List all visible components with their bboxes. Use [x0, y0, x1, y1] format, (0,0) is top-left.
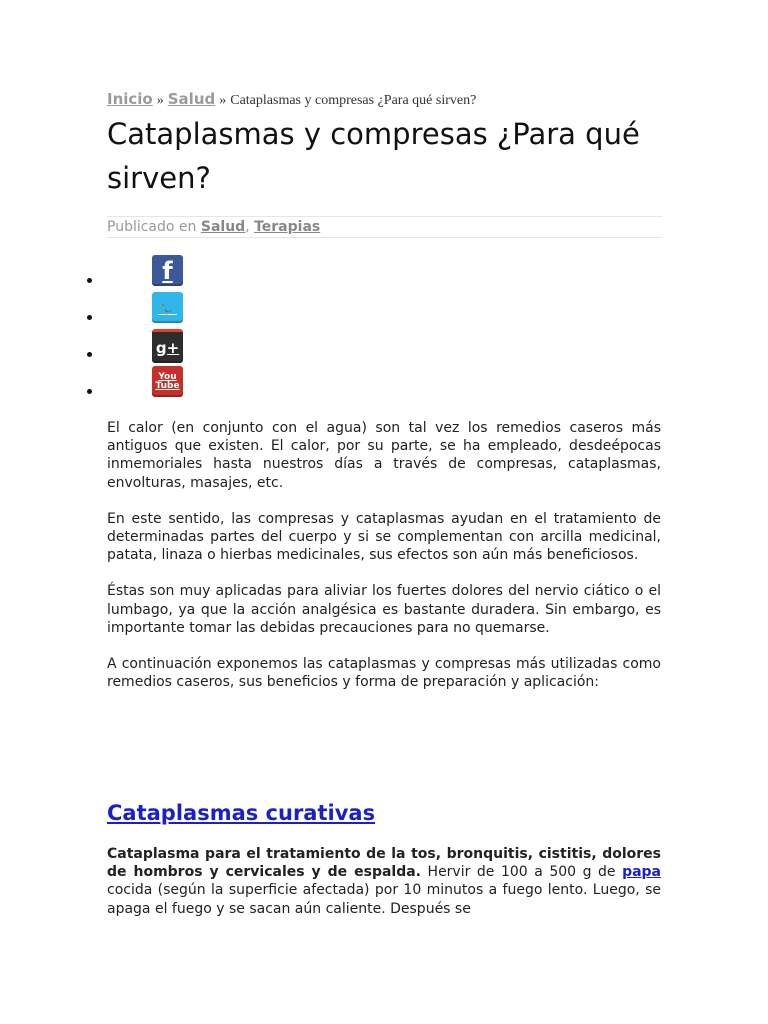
youtube-glyph-bottom: Tube	[155, 380, 180, 391]
section-heading	[107, 796, 661, 830]
meta-prefix: Publicado en	[107, 219, 197, 235]
section-text-after-link: cocida (según la superficie afectada) por 10 minutos a fuego lento. Luego, se apaga el fuego y se sacan aún caliente. Después se	[107, 882, 661, 917]
youtube-icon[interactable]	[152, 366, 183, 397]
google-plus-icon[interactable]	[152, 329, 183, 363]
bullet	[87, 389, 92, 394]
section-heading-link[interactable]: Cataplasmas curativas	[107, 801, 376, 825]
breadcrumb-separator: »	[156, 93, 164, 108]
breadcrumb-home-link[interactable]: Inicio	[107, 90, 153, 108]
papa-link[interactable]: papa	[622, 864, 661, 881]
paragraph: A continuación exponemos las cataplasmas y compresas más utilizadas como remedios caseros, sus beneficios y forma de preparación y aplicación:	[107, 656, 661, 691]
meta-comma: ,	[245, 219, 250, 235]
meta-category-salud[interactable]: Salud	[200, 219, 246, 235]
twitter-glyph: 🐦	[158, 298, 177, 317]
paragraph: En este sentido, las compresas y cataplasmas ayudan en el tratamiento de determinadas partes del cuerpo y si se complementan con arcilla medicinal, patata, linaza o hierbas medicinales, sus efectos son aún más beneficiosos.	[107, 510, 661, 564]
paragraph: El calor (en conjunto con el agua) son tal vez los remedios caseros más antiguos que existen. El calor, por su parte, se ha empleado, desdeépocas inmemoriales hasta nuestros días a través de compresas, cataplasmas, envolturas, masajes, etc.	[107, 420, 661, 491]
bullet	[87, 278, 92, 283]
google-plus-glyph: g+	[155, 338, 180, 357]
section-paragraph	[107, 845, 661, 918]
breadcrumb	[107, 90, 667, 109]
youtube-glyph-top: You	[158, 371, 177, 382]
facebook-glyph: f	[162, 256, 173, 285]
meta-category-terapias[interactable]: Terapias	[254, 219, 321, 235]
section-text-before-link: Hervir de 100 a 500 g de	[421, 864, 623, 881]
page-title: Cataplasmas y compresas ¿Para qué sirven?	[107, 117, 640, 195]
breadcrumb-separator: »	[219, 93, 227, 108]
article-body	[107, 419, 661, 709]
twitter-icon[interactable]	[152, 292, 183, 323]
section-bold-lead: Cataplasma para el tratamiento de la tos, bronquitis, cistitis, dolores de hombros y cervicales y de espalda.	[107, 846, 661, 881]
breadcrumb-current: Cataplasmas y compresas ¿Para qué sirven?	[230, 93, 477, 108]
breadcrumb-category-link[interactable]: Salud	[167, 90, 216, 108]
facebook-icon[interactable]	[152, 255, 183, 286]
bullet	[87, 352, 92, 357]
bullet	[87, 315, 92, 320]
paragraph: Éstas son muy aplicadas para aliviar los fuertes dolores del nervio ciático o el lumbago, ya que la acción analgésica es bastante duradera. Sin embargo, es importante tomar las debidas precauciones para no quemarse.	[107, 583, 661, 636]
post-meta	[107, 216, 662, 238]
